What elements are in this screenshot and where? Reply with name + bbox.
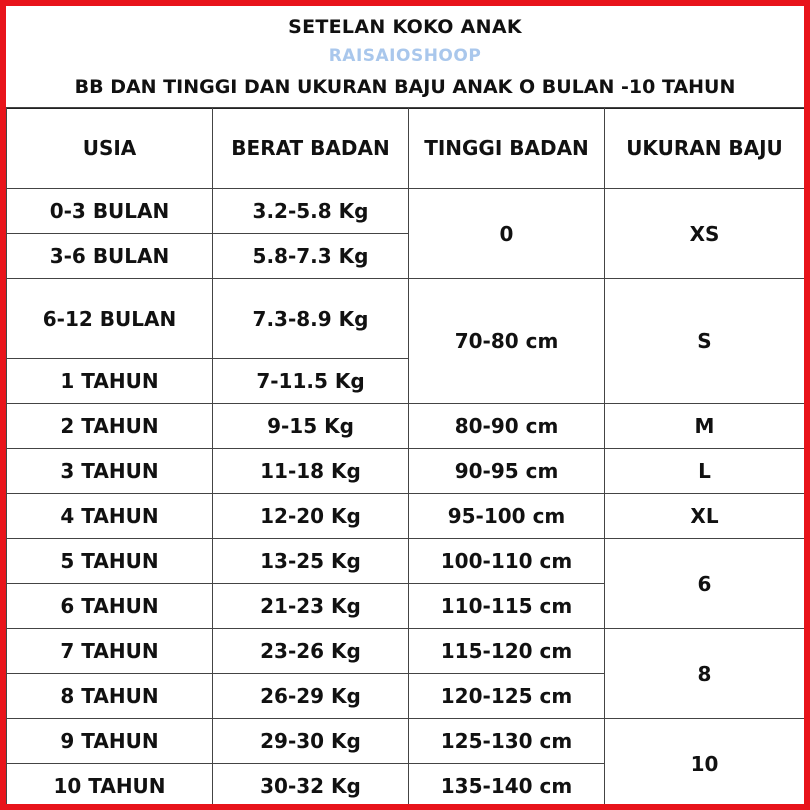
- table-row: [7, 404, 805, 449]
- cell-ukuran: 6: [605, 539, 805, 629]
- table-row: [7, 449, 805, 494]
- cell-usia: 4 TAHUN: [7, 494, 213, 539]
- cell-ukuran: M: [605, 404, 805, 449]
- cell-berat: 7.3-8.9 Kg: [213, 279, 409, 359]
- cell-berat: 13-25 Kg: [213, 539, 409, 584]
- table-row: [7, 494, 805, 539]
- cell-berat: 9-15 Kg: [213, 404, 409, 449]
- table-row: [7, 539, 805, 584]
- cell-ukuran: S: [605, 279, 805, 404]
- cell-tinggi: 100-110 cm: [409, 539, 605, 584]
- cell-berat: 5.8-7.3 Kg: [213, 234, 409, 279]
- cell-ukuran: 10: [605, 719, 805, 809]
- cell-berat: 23-26 Kg: [213, 629, 409, 674]
- table-row: [7, 719, 805, 764]
- cell-tinggi: 110-115 cm: [409, 584, 605, 629]
- chart-title: SETELAN KOKO ANAK: [288, 16, 522, 38]
- cell-tinggi: 135-140 cm: [409, 764, 605, 809]
- cell-berat: 12-20 Kg: [213, 494, 409, 539]
- cell-usia: 3 TAHUN: [7, 449, 213, 494]
- cell-tinggi: 80-90 cm: [409, 404, 605, 449]
- table-row: [7, 189, 805, 234]
- cell-ukuran: XL: [605, 494, 805, 539]
- cell-tinggi: 70-80 cm: [409, 279, 605, 404]
- column-header-ukuran: UKURAN BAJU: [605, 108, 805, 189]
- cell-usia: 6-12 BULAN: [7, 279, 213, 359]
- cell-ukuran: 8: [605, 629, 805, 719]
- cell-usia: 0-3 BULAN: [7, 189, 213, 234]
- cell-ukuran: L: [605, 449, 805, 494]
- cell-usia: 2 TAHUN: [7, 404, 213, 449]
- cell-usia: 5 TAHUN: [7, 539, 213, 584]
- cell-usia: 7 TAHUN: [7, 629, 213, 674]
- cell-berat: 3.2-5.8 Kg: [213, 189, 409, 234]
- brand-name: RAISAIOSHOOP: [328, 46, 482, 66]
- cell-berat: 29-30 Kg: [213, 719, 409, 764]
- cell-usia: 8 TAHUN: [7, 674, 213, 719]
- size-table: [6, 107, 805, 809]
- cell-tinggi: 125-130 cm: [409, 719, 605, 764]
- cell-berat: 26-29 Kg: [213, 674, 409, 719]
- cell-ukuran: XS: [605, 189, 805, 279]
- cell-berat: 11-18 Kg: [213, 449, 409, 494]
- column-header-tinggi: TINGGI BADAN: [409, 108, 605, 189]
- cell-tinggi: 95-100 cm: [409, 494, 605, 539]
- table-row: [7, 629, 805, 674]
- column-header-usia: USIA: [7, 108, 213, 189]
- cell-tinggi: 120-125 cm: [409, 674, 605, 719]
- cell-tinggi: 0: [409, 189, 605, 279]
- cell-usia: 1 TAHUN: [7, 359, 213, 404]
- table-row: [7, 279, 805, 359]
- cell-berat: 30-32 Kg: [213, 764, 409, 809]
- cell-berat: 7-11.5 Kg: [213, 359, 409, 404]
- chart-subtitle: BB DAN TINGGI DAN UKURAN BAJU ANAK O BULAN -10 TAHUN: [74, 76, 736, 98]
- chart-header: [6, 6, 804, 109]
- cell-tinggi: 90-95 cm: [409, 449, 605, 494]
- cell-berat: 21-23 Kg: [213, 584, 409, 629]
- cell-usia: 6 TAHUN: [7, 584, 213, 629]
- cell-usia: 10 TAHUN: [7, 764, 213, 809]
- cell-usia: 9 TAHUN: [7, 719, 213, 764]
- cell-usia: 3-6 BULAN: [7, 234, 213, 279]
- table-header-row: [7, 108, 805, 189]
- cell-tinggi: 115-120 cm: [409, 629, 605, 674]
- column-header-berat: BERAT BADAN: [213, 108, 409, 189]
